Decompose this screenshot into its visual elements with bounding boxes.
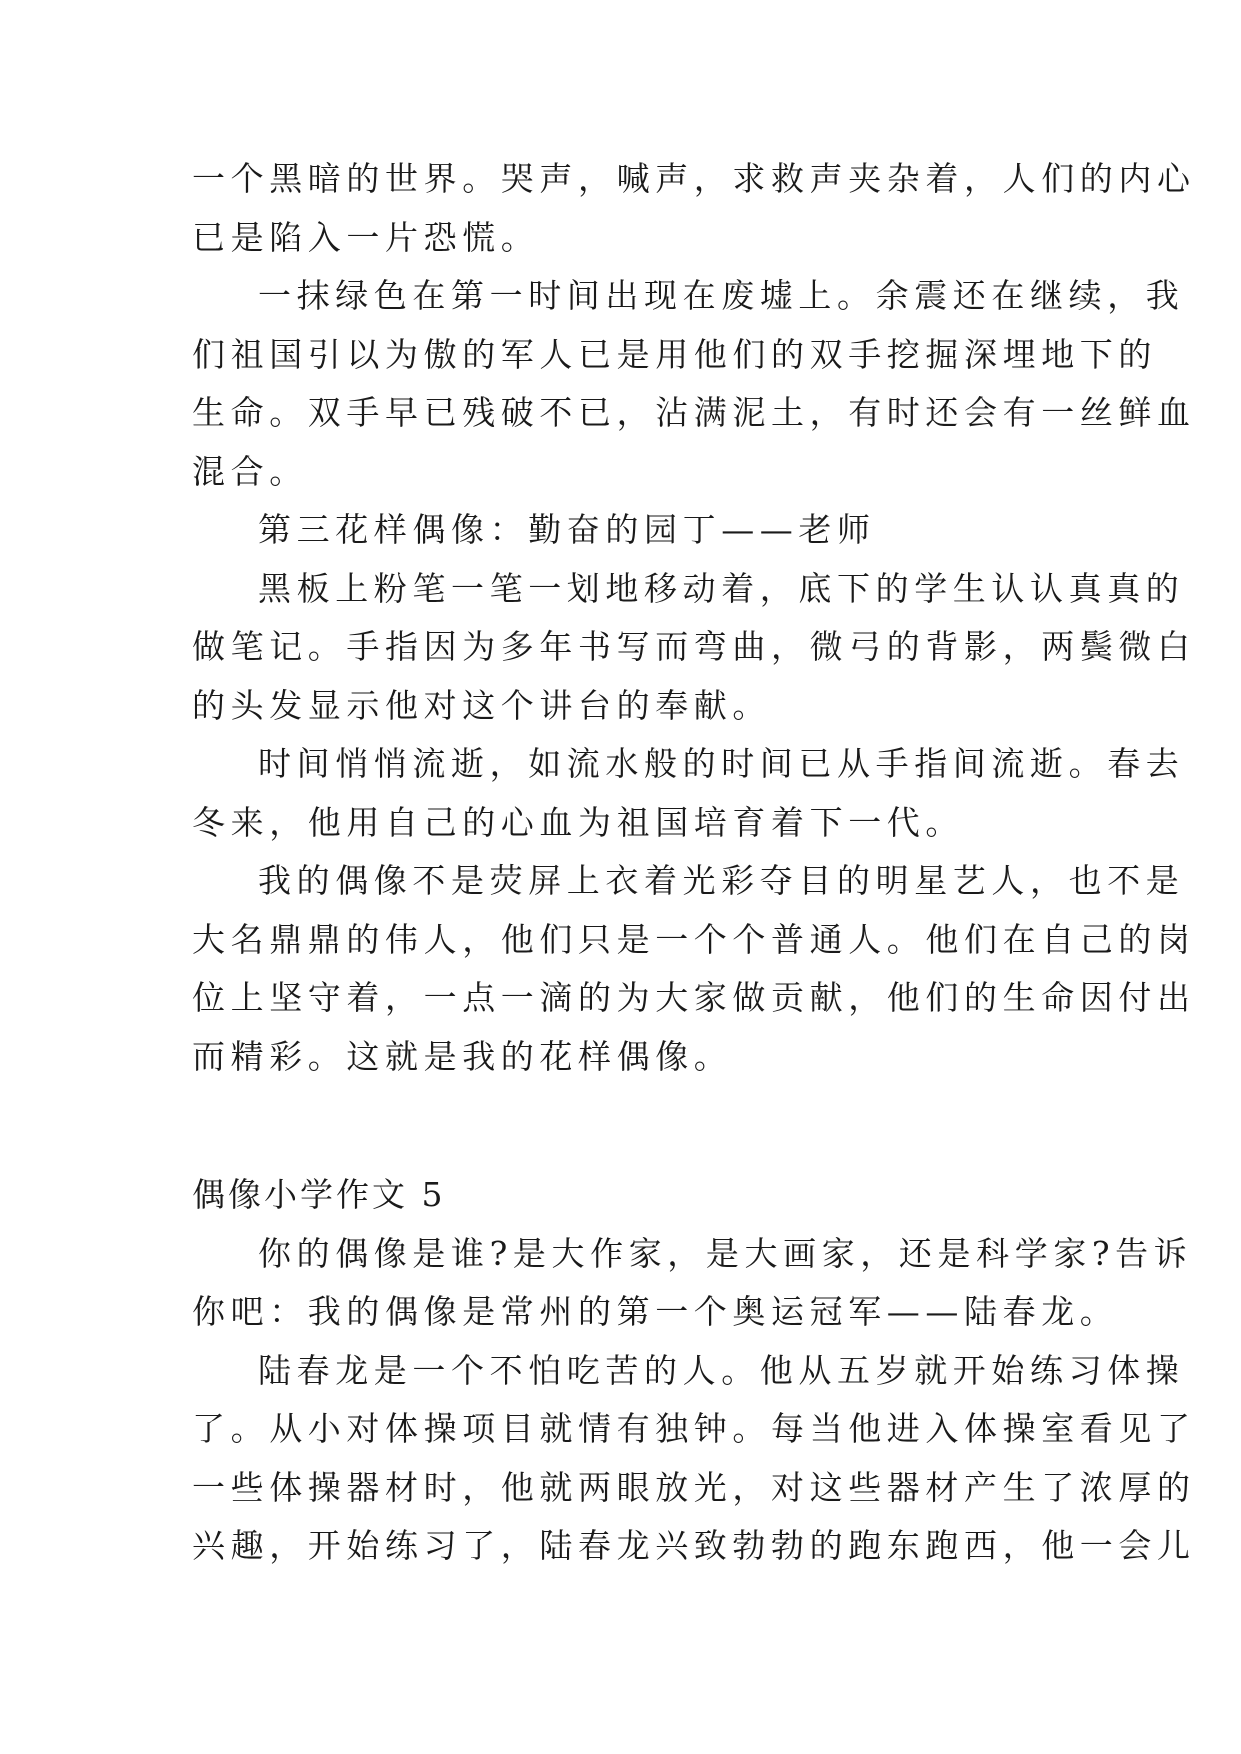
text-line: 你的偶像是谁?是大作家，是大画家，还是科学家?告诉	[258, 1233, 1193, 1273]
text-line: 位上坚守着，一点一滴的为大家做贡献，他们的生命因付出	[192, 978, 1196, 1017]
text-line: 黑板上粉笔一笔一划地移动着，底下的学生认认真真的	[258, 568, 1185, 608]
text-line: 一个黑暗的世界。哭声，喊声，求救声夹杂着，人们的内心	[192, 159, 1196, 198]
document-page	[192, 150, 1196, 1576]
text-line: 陆春龙是一个不怕吃苦的人。他从五岁就开始练习体操	[258, 1350, 1185, 1390]
text-line: 们祖国引以为傲的军人已是用他们的双手挖掘深埋地下的	[192, 334, 1157, 374]
text-line: 一些体操器材时，他就两眼放光，对这些器材产生了浓厚的	[192, 1467, 1196, 1507]
text-line: 混合。	[192, 451, 308, 491]
section-heading: 偶像小学作文 5	[192, 1175, 446, 1214]
essay-body-top	[192, 150, 1196, 1086]
text-line: 兴趣，开始练习了，陆春龙兴致勃勃的跑东跑西，他一会儿	[192, 1526, 1196, 1565]
text-line: 一抹绿色在第一时间出现在废墟上。余震还在继续，我	[258, 276, 1185, 315]
text-line: 时间悄悄流逝，如流水般的时间已从手指间流逝。春去	[258, 744, 1185, 783]
text-line: 冬来，他用自己的心血为祖国培育着下一代。	[192, 802, 964, 842]
essay-body-bottom	[192, 1225, 1196, 1576]
text-line: 而精彩。这就是我的花样偶像。	[192, 1036, 733, 1076]
text-line: 做笔记。手指因为多年书写而弯曲，微弓的背影，两鬓微白	[192, 627, 1196, 666]
text-line: 我的偶像不是荧屏上衣着光彩夺目的明星艺人，也不是	[258, 861, 1185, 900]
text-line: 了。从小对体操项目就情有独钟。每当他进入体操室看见了	[192, 1409, 1196, 1448]
text-line: 已是陷入一片恐慌。	[192, 217, 540, 257]
text-line: 你吧：我的偶像是常州的第一个奥运冠军——陆春龙。	[192, 1292, 1119, 1331]
section-spacer	[192, 1086, 1052, 1166]
text-line: 的头发显示他对这个讲台的奉献。	[192, 685, 771, 725]
text-line: 大名鼎鼎的伟人，他们只是一个个普通人。他们在自己的岗	[192, 919, 1196, 959]
text-line: 第三花样偶像：勤奋的园丁——老师	[258, 510, 876, 549]
text-line: 生命。双手早已残破不已，沾满泥土，有时还会有一丝鲜血	[192, 393, 1196, 432]
